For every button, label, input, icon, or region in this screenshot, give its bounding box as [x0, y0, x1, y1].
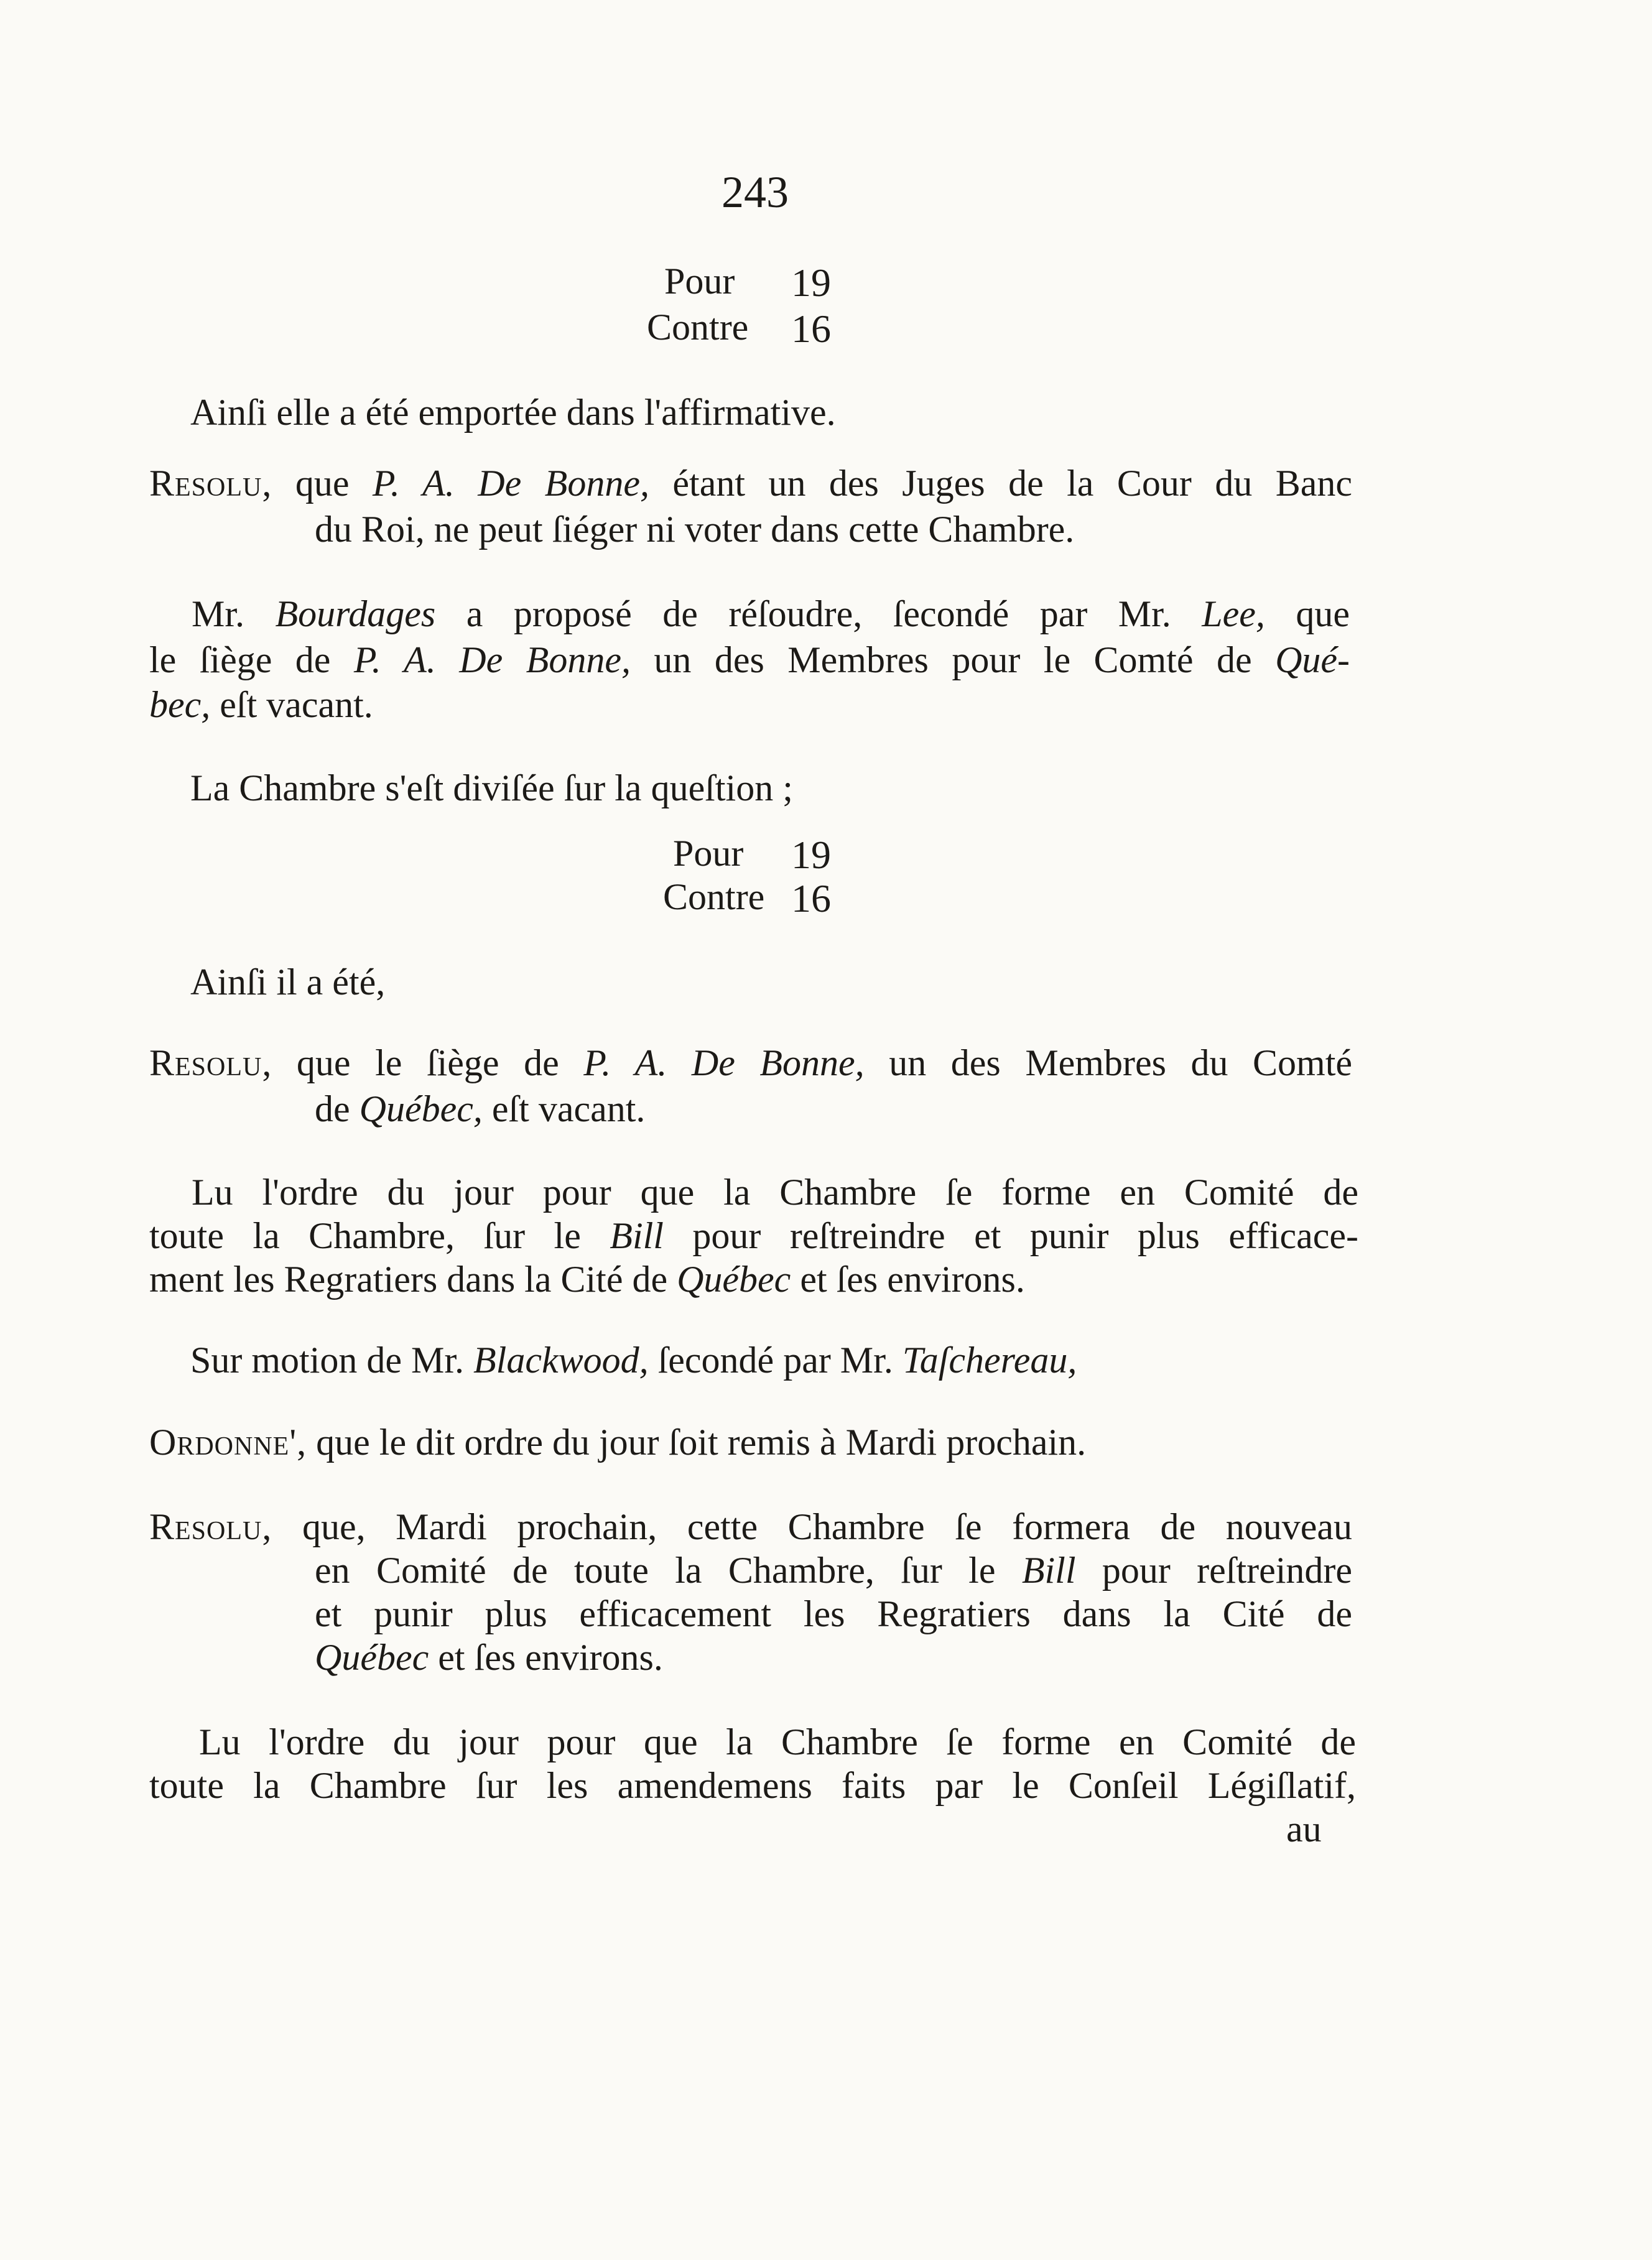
order-1-place: Québec: [677, 1259, 791, 1300]
resolution-1-text-c: étant un des Juges de la Cour du Banc: [672, 463, 1353, 504]
order-1-text-3a: ment les Regratiers dans la Cité de: [149, 1259, 668, 1300]
motion-2-text-a: Sur motion de Mr.: [190, 1340, 465, 1381]
vote2-pour-label: Pour: [673, 833, 744, 874]
motion-1-line-1: [192, 592, 1350, 636]
order-1-text-2a: toute la Chambre, ſur le: [149, 1215, 581, 1256]
resolution-3-lead: Resolu,: [149, 1506, 272, 1547]
motion-2-seconder: Taſchereau,: [902, 1340, 1077, 1381]
motion-1-line-3: [149, 683, 373, 726]
order-2-line-1: Lu l'ordre du jour pour que la Chambre ſe forme en Comité de: [199, 1721, 1356, 1762]
resolution-3-text-2a: en Comité de toute la Chambre, ſur le: [315, 1550, 996, 1591]
resolution-2-place: Québec,: [359, 1088, 483, 1129]
motion-1-text-c: a proposé de réſoudre, ſecondé par Mr.: [466, 593, 1171, 634]
motion-1-text-a: Mr.: [192, 593, 245, 634]
resolution-3-text-4b: et ſes environs.: [438, 1637, 663, 1678]
ordonne-line: [149, 1420, 1086, 1464]
resolution-1-text-a: que: [295, 463, 350, 504]
motion-2-mover: Blackwood,: [473, 1340, 649, 1381]
resolution-2-name: P. A. De Bonne,: [583, 1042, 865, 1083]
resolution-1-line-2: du Roi, ne peut ſiéger ni voter dans cette Chambre.: [315, 509, 1075, 550]
order-1-line-3: [149, 1257, 1025, 1301]
motion-1-place: Qué-: [1275, 639, 1350, 680]
resolution-3-line-3: et punir plus efficacement les Regratiers dans la Cité de: [315, 1593, 1352, 1634]
resolution-3-bill: Bill: [1021, 1550, 1076, 1591]
motion-1-name: P. A. De Bonne,: [353, 639, 631, 680]
resolution-2-text-2c: eſt vacant.: [491, 1088, 646, 1129]
resolution-3-line-2: [315, 1549, 1352, 1592]
motion-1-seconder: Lee,: [1202, 593, 1265, 634]
vote1-contre-label: Contre: [647, 307, 749, 348]
page-number: 243: [722, 167, 789, 217]
motion-2-text-c: ſecondé par Mr.: [657, 1340, 893, 1381]
motion-1-text-e: que: [1296, 593, 1350, 634]
resolution-1-lead: Resolu,: [149, 463, 272, 504]
vote2-contre-label: Contre: [663, 876, 765, 917]
vote2-contre-value: 16: [791, 876, 831, 920]
order-1-line-1: Lu l'ordre du jour pour que la Chambre ſe forme en Comité de: [192, 1172, 1358, 1213]
order-2-line-2: toute la Chambre ſur les amendemens faits par le Conſeil Légiſlatif,: [149, 1765, 1356, 1806]
motion-1-text-2c: un des Membres pour le Comté de: [654, 639, 1252, 680]
order-1-text-2c: pour reſtreindre et punir plus efficace-: [692, 1215, 1359, 1256]
motion-1-line-2: [149, 638, 1350, 682]
motion-1-text-2a: le ſiège de: [149, 639, 331, 680]
outcome-line-2: Ainſi il a été,: [190, 961, 386, 1003]
vote1-pour-value: 19: [791, 261, 831, 305]
vote1-pour-label: Pour: [664, 261, 735, 302]
catchword: au: [1286, 1808, 1322, 1850]
resolution-2-line-1: [149, 1041, 1352, 1085]
resolution-3-text-2c: pour reſtreindre: [1102, 1550, 1353, 1591]
order-1-bill: Bill: [610, 1215, 664, 1256]
resolution-2-line-2: [315, 1087, 645, 1131]
resolution-2-lead: Resolu,: [149, 1042, 272, 1083]
order-1-text-3c: et ſes environs.: [800, 1259, 1025, 1300]
outcome-line-1: Ainſi elle a été emportée dans l'affirmative.: [190, 392, 836, 433]
vote1-contre-value: 16: [791, 307, 831, 351]
resolution-1-line-1: [149, 461, 1352, 505]
resolution-1-name: P. A. De Bonne,: [372, 463, 649, 504]
resolution-3-place: Québec: [315, 1637, 429, 1678]
resolution-2-text-2a: de: [315, 1088, 350, 1129]
division-line: La Chambre s'eſt diviſée ſur la queſtion ;: [190, 767, 793, 808]
resolution-3-line-4: [315, 1636, 663, 1679]
ordonne-text: que le dit ordre du jour ſoit remis à Mardi prochain.: [316, 1422, 1087, 1463]
ordonne-lead: Ordonne',: [149, 1422, 307, 1463]
resolution-2-text-a: que le ſiège de: [296, 1042, 559, 1083]
resolution-2-text-c: un des Membres du Comté: [889, 1042, 1353, 1083]
motion-1-text-3b: eſt vacant.: [220, 684, 373, 725]
motion-2-line: [190, 1338, 1077, 1382]
order-1-line-2: [149, 1214, 1358, 1257]
resolution-3-line-1: [149, 1505, 1352, 1549]
motion-1-mover: Bourdages: [275, 593, 436, 634]
motion-1-place-end: bec,: [149, 684, 211, 725]
resolution-3-text-1: que, Mardi prochain, cette Chambre ſe formera de nouveau: [302, 1506, 1353, 1547]
vote2-pour-value: 19: [791, 833, 831, 877]
